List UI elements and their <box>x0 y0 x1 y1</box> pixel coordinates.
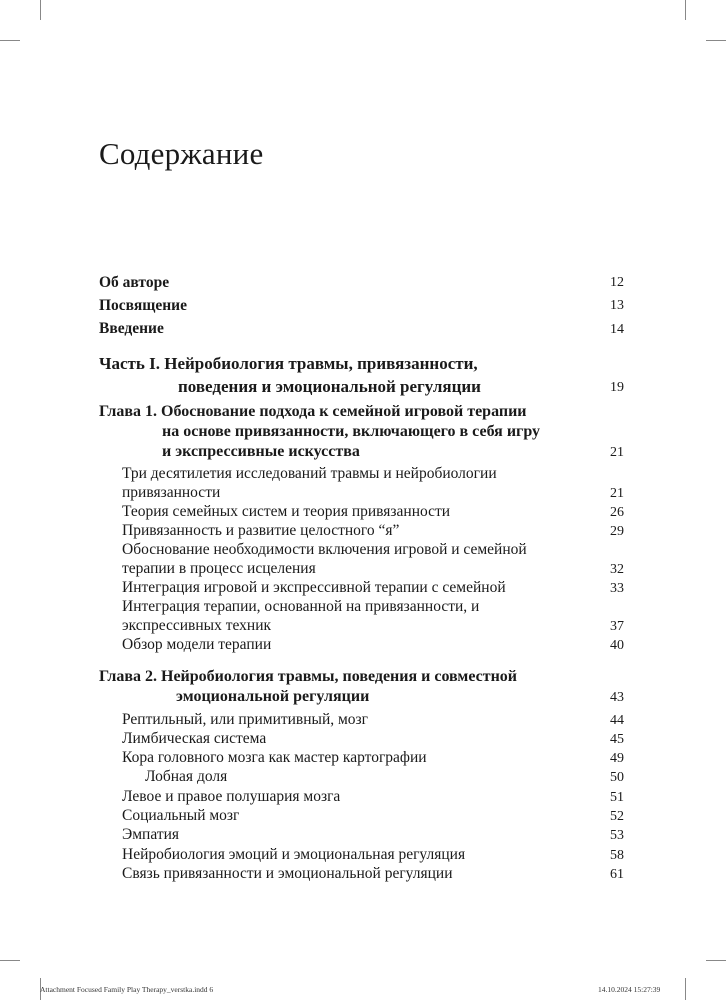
crop-mark-right-top <box>706 40 726 41</box>
toc-section-label: привязанности <box>122 484 221 501</box>
page-title: Содержание <box>99 136 264 171</box>
toc-page-number: 58 <box>610 848 624 863</box>
toc-page-number: 32 <box>610 562 624 577</box>
toc-section-label: Связь привязанности и эмоциональной регуляции <box>122 865 453 882</box>
toc-entry-label: Об авторе <box>99 274 170 291</box>
crop-mark-right-bottom <box>706 960 726 961</box>
toc-section-label: Рептильный, или примитивный, мозг <box>122 711 369 728</box>
toc-page-number: 44 <box>610 713 624 728</box>
footer-file-name: Attachment Focused Family Play Therapy_verstka.indd 6 <box>40 985 214 994</box>
crop-mark-bottom-right <box>685 978 686 1000</box>
toc-page-number: 53 <box>610 828 624 843</box>
crop-mark-left-top <box>0 40 20 41</box>
toc-page-number: 13 <box>610 298 624 313</box>
toc-section-label: Три десятилетия исследований травмы и нейробиологии <box>122 465 497 482</box>
toc-section-label: Левое и правое полушария мозга <box>122 788 341 805</box>
toc-section-label: Эмпатия <box>122 826 180 843</box>
crop-mark-top-left <box>40 0 41 20</box>
toc-part-label: Часть I. Нейробиология травмы, привязанности, <box>99 354 478 373</box>
toc-page-number: 21 <box>610 486 624 501</box>
toc-page-number: 61 <box>610 867 624 882</box>
toc-section-label: Социальный мозг <box>122 807 240 824</box>
toc-page-number: 33 <box>610 581 624 596</box>
toc-section-label: Привязанность и развитие целостного “я” <box>122 522 400 539</box>
toc-section-label: Обзор модели терапии <box>122 636 272 653</box>
toc-section-label: Теория семейных систем и теория привязанности <box>122 503 451 520</box>
toc-part-label: поведения и эмоциональной регуляции <box>178 377 481 396</box>
toc-chapter-label: на основе привязанности, включающего в себя игру <box>162 423 540 440</box>
toc-section-label: Кора головного мозга как мастер картографии <box>122 749 427 766</box>
toc-page-number: 19 <box>610 380 624 395</box>
crop-mark-top-right <box>685 0 686 20</box>
toc-chapter-label: эмоциональной регуляции <box>176 688 370 705</box>
toc-page-number: 40 <box>610 638 624 653</box>
toc-entry-label: Введение <box>99 320 164 337</box>
footer-timestamp: 14.10.2024 15:27:39 <box>598 985 661 994</box>
toc-chapter-label: Глава 1. Обоснование подхода к семейной игровой терапии <box>99 403 527 420</box>
toc-page-number: 50 <box>610 770 624 785</box>
toc-section-label: Нейробиология эмоций и эмоциональная регуляция <box>122 846 466 863</box>
toc-entry-label: Посвящение <box>99 297 187 314</box>
toc-page-number: 21 <box>610 445 624 460</box>
crop-mark-left-bottom <box>0 960 20 961</box>
toc-page-number: 51 <box>610 790 624 805</box>
toc-section-label: Лимбическая система <box>122 730 267 747</box>
toc-section-label: терапии в процесс исцеления <box>122 560 316 577</box>
toc-section-label: Интеграция терапии, основанной на привязанности, и <box>122 598 480 615</box>
toc-page-number: 43 <box>610 690 624 705</box>
toc-page-number: 12 <box>610 275 624 290</box>
toc-page-number: 14 <box>610 322 624 337</box>
toc-page-number: 52 <box>610 809 624 824</box>
toc-chapter-label: и экспрессивные искусства <box>162 443 360 460</box>
toc-section-label: Обоснование необходимости включения игровой и семейной <box>122 541 527 558</box>
toc-page-number: 37 <box>610 619 624 634</box>
toc-subsection-label: Лобная доля <box>145 768 228 785</box>
toc-page-number: 29 <box>610 524 624 539</box>
toc-chapter-label: Глава 2. Нейробиология травмы, поведения и совместной <box>99 668 518 685</box>
toc-section-label: экспрессивных техник <box>122 617 272 634</box>
toc-page-number: 49 <box>610 751 624 766</box>
toc-page-number: 45 <box>610 732 624 747</box>
toc-section-label: Интеграция игровой и экспрессивной терапии с семейной <box>122 579 506 596</box>
toc-page-number: 26 <box>610 505 624 520</box>
